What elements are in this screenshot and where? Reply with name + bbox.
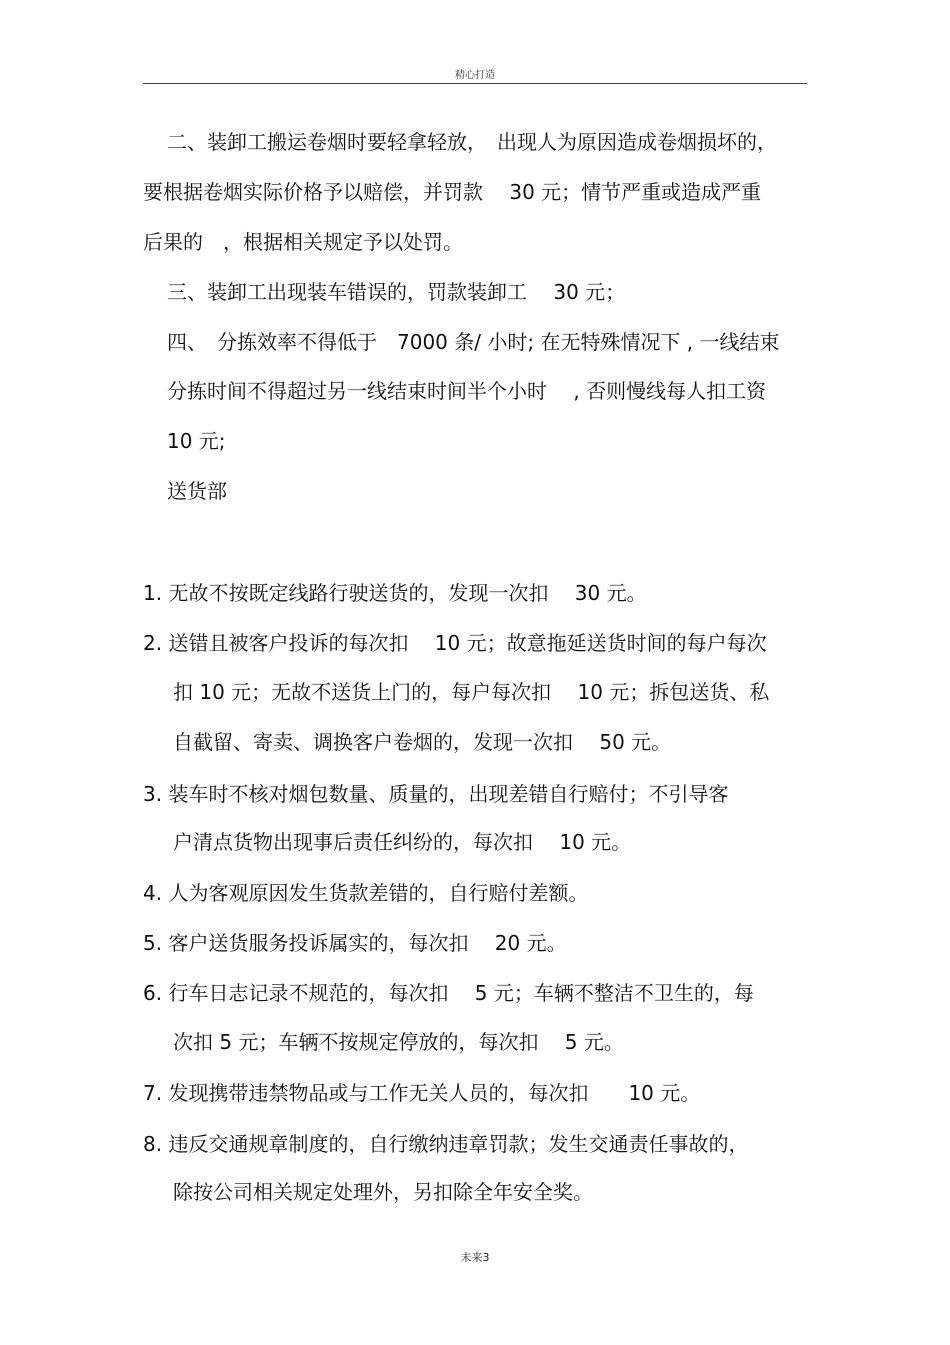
- paragraph-4-line-1: 四、 分拣效率不得低于 7000 条/ 小时; 在无特殊情况下 , 一线结束: [167, 330, 780, 354]
- list-item: 6. 行车日志记录不规范的，每次扣 5 元；车辆不整洁不卫生的，每: [143, 981, 754, 1005]
- paragraph-2-line-1: 二、装卸工搬运卷烟时要轻拿轻放， 出现人为原因造成卷烟损坏的，: [167, 130, 777, 154]
- header-title: 精心打造: [455, 70, 495, 81]
- list-item-continuation: 次扣 5 元；车辆不按规定停放的，每次扣 5 元。: [173, 1030, 624, 1054]
- paragraph-4-line-2: 分拣时间不得超过另一线结束时间半个小时 , 否则慢线每人扣工资: [167, 379, 767, 403]
- list-item-continuation: 扣 10 元；无故不送货上门的，每户每次扣 10 元；拆包送货、私: [173, 680, 770, 704]
- list-item: 2. 送错且被客户投诉的每次扣 10 元；故意拖延送货时间的每户每次: [143, 631, 767, 655]
- list-item: 8. 违反交通规章制度的，自行缴纳违章罚款；发生交通责任事故的，: [143, 1132, 749, 1156]
- paragraph-2-line-3: 后果的 ，根据相关规定予以处罚。: [143, 230, 463, 254]
- paragraph-3: 三、装卸工出现装车错误的，罚款装卸工 30 元；: [167, 280, 626, 304]
- list-item: 4. 人为客观原因发生货款差错的，自行赔付差额。: [143, 881, 589, 905]
- list-item: 1. 无故不按既定线路行驶送货的，发现一次扣 30 元。: [143, 581, 647, 605]
- list-item-continuation: 自截留、寄卖、调换客户卷烟的，发现一次扣 50 元。: [173, 730, 672, 754]
- page-number: 未来3: [460, 1251, 490, 1264]
- list-item: 3. 装车时不核对烟包数量、质量的，出现差错自行赔付；不引导客: [143, 782, 729, 806]
- list-item: 7. 发现携带违禁物品或与工作无关人员的，每次扣 10 元。: [143, 1081, 701, 1105]
- paragraph-2-line-2: 要根据卷烟实际价格予以赔偿，并罚款 30 元；情节严重或造成严重: [143, 180, 762, 204]
- header-divider: [143, 83, 807, 84]
- list-item-continuation: 户清点货物出现事后责任纠纷的，每次扣 10 元。: [173, 830, 632, 854]
- section-title: 送货部: [167, 479, 227, 503]
- paragraph-4-line-3: 10 元;: [167, 429, 226, 453]
- list-item: 5. 客户送货服务投诉属实的，每次扣 20 元。: [143, 931, 567, 955]
- list-item-continuation: 除按公司相关规定处理外，另扣除全年安全奖。: [173, 1180, 593, 1204]
